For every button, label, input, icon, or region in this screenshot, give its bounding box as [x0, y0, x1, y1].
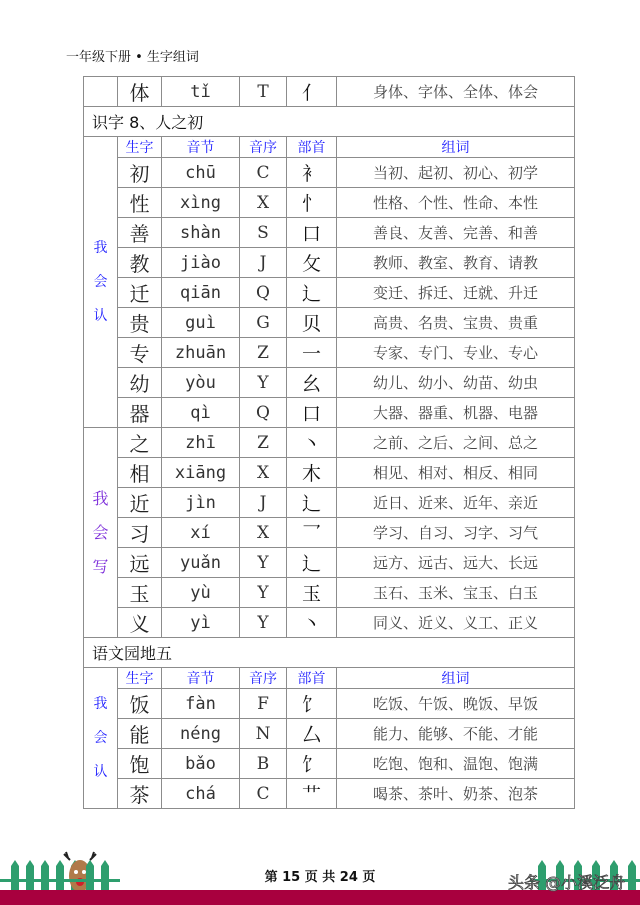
radical-cell: 辶: [287, 548, 337, 578]
pinyin-cell: chá: [162, 779, 240, 809]
pinyin-cell: shàn: [162, 218, 240, 248]
radical-cell: 厶: [287, 719, 337, 749]
radical-cell: 口: [287, 398, 337, 428]
table-row: [84, 458, 575, 488]
words-cell: 当初、起初、初心、初学: [337, 158, 575, 188]
words-cell: 能力、能够、不能、才能: [337, 719, 575, 749]
pinyin-cell: jìn: [162, 488, 240, 518]
radical-cell: 丶: [287, 428, 337, 458]
words-cell: 近日、近来、近年、亲近: [337, 488, 575, 518]
radical-cell: 辶: [287, 278, 337, 308]
words-cell: 大器、器重、机器、电器: [337, 398, 575, 428]
order-cell: Q: [240, 278, 287, 308]
character-cell: 茶: [118, 779, 162, 809]
left-fence-decoration: [0, 846, 130, 896]
column-header: 部首: [287, 137, 337, 158]
document-header: 一年级下册 • 生字组词: [66, 50, 199, 65]
pinyin-cell: chū: [162, 158, 240, 188]
pinyin-cell: qiān: [162, 278, 240, 308]
character-cell: 饭: [118, 689, 162, 719]
words-cell: 之前、之后、之间、总之: [337, 428, 575, 458]
table-row: [84, 428, 575, 458]
pinyin-cell: guì: [162, 308, 240, 338]
group-label: 我 会 认: [84, 137, 118, 428]
page-number: 第 15 页 共 24 页: [264, 870, 376, 885]
radical-cell: 亻: [287, 77, 337, 107]
order-cell: B: [240, 749, 287, 779]
words-cell: 善良、友善、完善、和善: [337, 218, 575, 248]
table-row: [84, 608, 575, 638]
table-row: [84, 77, 575, 107]
table-row: [84, 548, 575, 578]
table-row: [84, 578, 575, 608]
table-row: [84, 398, 575, 428]
table-row: [84, 218, 575, 248]
order-cell: Z: [240, 428, 287, 458]
character-cell: 教: [118, 248, 162, 278]
radical-cell: 木: [287, 458, 337, 488]
column-header: 组词: [337, 137, 575, 158]
character-cell: 义: [118, 608, 162, 638]
order-cell: T: [240, 77, 287, 107]
pinyin-cell: yù: [162, 578, 240, 608]
order-cell: J: [240, 248, 287, 278]
order-cell: N: [240, 719, 287, 749]
radical-cell: 衤: [287, 158, 337, 188]
character-cell: 善: [118, 218, 162, 248]
table-row: [84, 248, 575, 278]
words-cell: 学习、自习、习字、习气: [337, 518, 575, 548]
pinyin-cell: xiāng: [162, 458, 240, 488]
character-cell: 玉: [118, 578, 162, 608]
character-cell: 习: [118, 518, 162, 548]
radical-cell: 丶: [287, 608, 337, 638]
pinyin-cell: yì: [162, 608, 240, 638]
table-row: [84, 689, 575, 719]
order-cell: F: [240, 689, 287, 719]
column-header: 音序: [240, 137, 287, 158]
column-header-row: [84, 137, 575, 158]
table-row: [84, 749, 575, 779]
vocabulary-table: [83, 76, 575, 809]
radical-cell: 幺: [287, 368, 337, 398]
order-cell: Y: [240, 548, 287, 578]
table-row: [84, 779, 575, 809]
column-header: 组词: [337, 668, 575, 689]
character-cell: 相: [118, 458, 162, 488]
lesson-title: 识字 8、人之初: [84, 107, 575, 137]
words-cell: 专家、专门、专业、专心: [337, 338, 575, 368]
lesson-title-row: [84, 107, 575, 137]
words-cell: 喝茶、茶叶、奶茶、泡茶: [337, 779, 575, 809]
pinyin-cell: néng: [162, 719, 240, 749]
character-cell: 幼: [118, 368, 162, 398]
radical-cell: 乛: [287, 518, 337, 548]
pinyin-cell: zhuān: [162, 338, 240, 368]
pinyin-cell: bǎo: [162, 749, 240, 779]
pinyin-cell: zhī: [162, 428, 240, 458]
character-cell: 性: [118, 188, 162, 218]
radical-cell: 饣: [287, 689, 337, 719]
radical-cell: 饣: [287, 749, 337, 779]
radical-cell: 贝: [287, 308, 337, 338]
pinyin-cell: tǐ: [162, 77, 240, 107]
order-cell: G: [240, 308, 287, 338]
column-header: 音节: [162, 668, 240, 689]
character-cell: 饱: [118, 749, 162, 779]
character-cell: 远: [118, 548, 162, 578]
character-cell: 初: [118, 158, 162, 188]
radical-cell: 艹: [287, 779, 337, 809]
pinyin-cell: yuǎn: [162, 548, 240, 578]
words-cell: 相见、相对、相反、相同: [337, 458, 575, 488]
order-cell: Y: [240, 368, 287, 398]
radical-cell: 忄: [287, 188, 337, 218]
table-row: [84, 188, 575, 218]
pinyin-cell: xí: [162, 518, 240, 548]
pinyin-cell: xìng: [162, 188, 240, 218]
pinyin-cell: yòu: [162, 368, 240, 398]
section-title: 语文园地五: [84, 638, 575, 668]
character-cell: 专: [118, 338, 162, 368]
order-cell: J: [240, 488, 287, 518]
group-label: 我 会 认: [84, 668, 118, 809]
section-title-row: [84, 638, 575, 668]
character-cell: 之: [118, 428, 162, 458]
table-row: [84, 488, 575, 518]
table-row: [84, 308, 575, 338]
order-cell: Q: [240, 398, 287, 428]
order-cell: X: [240, 458, 287, 488]
radical-cell: 辶: [287, 488, 337, 518]
words-cell: 吃饱、饱和、温饱、饱满: [337, 749, 575, 779]
reindeer-icon: [56, 852, 104, 894]
character-cell: 体: [118, 77, 162, 107]
order-cell: X: [240, 188, 287, 218]
column-header: 部首: [287, 668, 337, 689]
table-row: [84, 158, 575, 188]
words-cell: 远方、远古、远大、长远: [337, 548, 575, 578]
character-cell: 器: [118, 398, 162, 428]
order-cell: Z: [240, 338, 287, 368]
character-cell: 近: [118, 488, 162, 518]
words-cell: 性格、个性、性命、本性: [337, 188, 575, 218]
character-cell: 贵: [118, 308, 162, 338]
table-row: [84, 518, 575, 548]
pinyin-cell: jiào: [162, 248, 240, 278]
words-cell: 高贵、名贵、宝贵、贵重: [337, 308, 575, 338]
words-cell: 幼儿、幼小、幼苗、幼虫: [337, 368, 575, 398]
order-cell: Y: [240, 608, 287, 638]
radical-cell: 攵: [287, 248, 337, 278]
table-row: [84, 719, 575, 749]
order-cell: C: [240, 779, 287, 809]
order-cell: X: [240, 518, 287, 548]
table-row: [84, 278, 575, 308]
order-cell: C: [240, 158, 287, 188]
table-row: [84, 368, 575, 398]
words-cell: 玉石、玉米、宝玉、白玉: [337, 578, 575, 608]
column-header: 音序: [240, 668, 287, 689]
watermark: 头条 @小溪泛舟: [508, 873, 626, 892]
radical-cell: 口: [287, 218, 337, 248]
words-cell: 身体、字体、全体、体会: [337, 77, 575, 107]
order-cell: Y: [240, 578, 287, 608]
words-cell: 吃饭、午饭、晚饭、早饭: [337, 689, 575, 719]
column-header-row: [84, 668, 575, 689]
radical-cell: 玉: [287, 578, 337, 608]
column-header: 生字: [118, 668, 162, 689]
character-cell: 能: [118, 719, 162, 749]
group-label: 我 会 写: [84, 428, 118, 638]
character-cell: 迁: [118, 278, 162, 308]
order-cell: S: [240, 218, 287, 248]
words-cell: 变迁、拆迁、迁就、升迁: [337, 278, 575, 308]
column-header: 音节: [162, 137, 240, 158]
table-row: [84, 338, 575, 368]
radical-cell: 一: [287, 338, 337, 368]
pinyin-cell: qì: [162, 398, 240, 428]
words-cell: 教师、教室、教育、请教: [337, 248, 575, 278]
pinyin-cell: fàn: [162, 689, 240, 719]
words-cell: 同义、近义、义工、正义: [337, 608, 575, 638]
column-header: 生字: [118, 137, 162, 158]
